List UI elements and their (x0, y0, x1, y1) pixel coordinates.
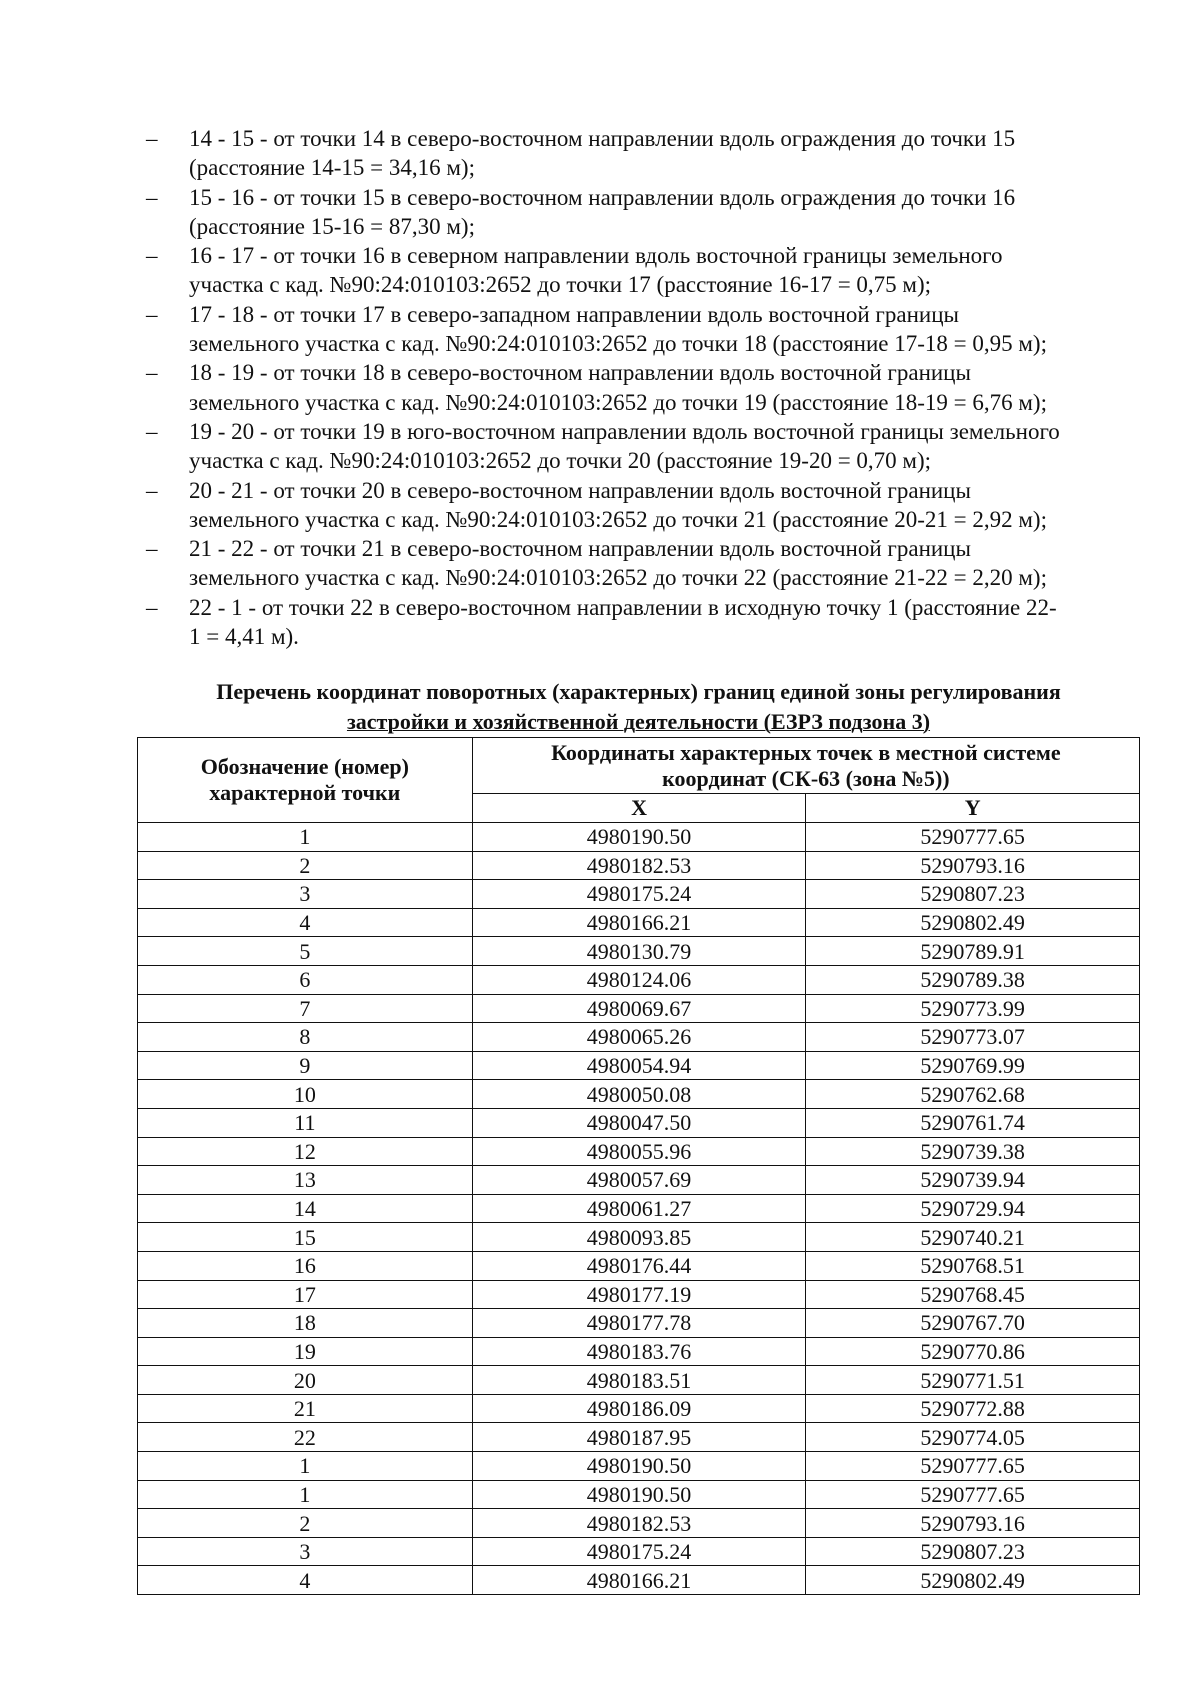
y-coordinate-cell: 5290768.45 (806, 1280, 1140, 1309)
point-number-cell: 17 (138, 1280, 473, 1309)
table-row (138, 994, 1140, 1023)
y-coordinate-cell: 5290740.21 (806, 1223, 1140, 1252)
x-coordinate-cell: 4980061.27 (472, 1194, 806, 1223)
point-number-cell: 22 (138, 1423, 473, 1452)
table-row (138, 1366, 1140, 1395)
point-number-cell: 9 (138, 1051, 473, 1080)
table-row (138, 880, 1140, 909)
point-number-cell: 20 (138, 1366, 473, 1395)
header-y: Y (806, 794, 1140, 823)
y-coordinate-cell: 5290793.16 (806, 851, 1140, 880)
table-row (138, 1309, 1140, 1338)
boundary-segment-list (0, 124, 1200, 651)
y-coordinate-cell: 5290773.99 (806, 994, 1140, 1023)
point-number-cell: 1 (138, 1452, 473, 1481)
y-coordinate-cell: 5290773.07 (806, 1023, 1140, 1052)
segment-text-line: земельного участка с кад. №90:24:010103:2652 до точки 19 (расстояние 18-19 = 6,76 м); (189, 389, 1047, 415)
segment-text-line: земельного участка с кад. №90:24:010103:2652 до точки 22 (расстояние 21-22 = 2,20 м); (189, 565, 1047, 591)
x-coordinate-cell: 4980065.26 (472, 1023, 806, 1052)
segment-item (0, 534, 1200, 593)
table-row (138, 1080, 1140, 1109)
segment-text-line: 20 - 21 - от точки 20 в северо-восточном направлении вдоль восточной границы (189, 477, 971, 503)
y-coordinate-cell: 5290739.94 (806, 1166, 1140, 1195)
y-coordinate-cell: 5290762.68 (806, 1080, 1140, 1109)
segment-text-line: 21 - 22 - от точки 21 в северо-восточном направлении вдоль восточной границы (189, 536, 971, 562)
segment-text-line: 15 - 16 - от точки 15 в северо-восточном направлении вдоль ограждения до точки 16 (189, 184, 1016, 210)
y-coordinate-cell: 5290768.51 (806, 1251, 1140, 1280)
y-coordinate-cell: 5290789.91 (806, 937, 1140, 966)
table-title (137, 677, 1140, 737)
point-number-cell: 19 (138, 1337, 473, 1366)
y-coordinate-cell: 5290793.16 (806, 1509, 1140, 1538)
segment-item (0, 183, 1200, 242)
bullet-dash: – (146, 536, 158, 562)
x-coordinate-cell: 4980182.53 (472, 1509, 806, 1538)
table-row (138, 937, 1140, 966)
segment-text-line: участка с кад. №90:24:010103:2652 до точки 20 (расстояние 19-20 = 0,70 м); (189, 448, 932, 474)
segment-text-line: (расстояние 15-16 = 87,30 м); (189, 213, 475, 239)
table-row (138, 908, 1140, 937)
point-number-cell: 10 (138, 1080, 473, 1109)
x-coordinate-cell: 4980166.21 (472, 1566, 806, 1595)
table-row (138, 1137, 1140, 1166)
segment-text-line: (расстояние 14-15 = 34,16 м); (189, 155, 475, 181)
x-coordinate-cell: 4980190.50 (472, 823, 806, 852)
table-row (138, 1452, 1140, 1481)
table-row (138, 1394, 1140, 1423)
y-coordinate-cell: 5290772.88 (806, 1394, 1140, 1423)
header-point-number: Обозначение (номер) характерной точки (138, 738, 473, 823)
point-number-cell: 21 (138, 1394, 473, 1423)
table-row (138, 1509, 1140, 1538)
segment-text-line: участка с кад. №90:24:010103:2652 до точки 17 (расстояние 16-17 = 0,75 м); (189, 272, 932, 298)
point-number-cell: 8 (138, 1023, 473, 1052)
bullet-dash: – (146, 126, 158, 151)
bullet-dash: – (146, 184, 158, 210)
segment-item (0, 300, 1200, 359)
segment-text-line: 17 - 18 - от точки 17 в северо-западном направлении вдоль восточной границы (189, 301, 959, 327)
table-row (138, 1423, 1140, 1452)
x-coordinate-cell: 4980183.51 (472, 1366, 806, 1395)
bullet-dash: – (146, 594, 158, 620)
segment-text-line: земельного участка с кад. №90:24:010103:2652 до точки 21 (расстояние 20-21 = 2,92 м); (189, 506, 1047, 532)
x-coordinate-cell: 4980175.24 (472, 1537, 806, 1566)
segment-text-line: 19 - 20 - от точки 19 в юго-восточном направлении вдоль восточной границы земельного (189, 418, 1060, 444)
y-coordinate-cell: 5290767.70 (806, 1309, 1140, 1338)
segment-text-line: 18 - 19 - от точки 18 в северо-восточном направлении вдоль восточной границы (189, 360, 971, 386)
bullet-dash: – (146, 418, 158, 444)
point-number-cell: 13 (138, 1166, 473, 1195)
point-number-cell: 6 (138, 965, 473, 994)
segment-text-line: 16 - 17 - от точки 16 в северном направлении вдоль восточной границы земельного (189, 243, 1003, 269)
table-row (138, 851, 1140, 880)
point-number-cell: 11 (138, 1108, 473, 1137)
y-coordinate-cell: 5290739.38 (806, 1137, 1140, 1166)
y-coordinate-cell: 5290761.74 (806, 1108, 1140, 1137)
x-coordinate-cell: 4980047.50 (472, 1108, 806, 1137)
y-coordinate-cell: 5290802.49 (806, 908, 1140, 937)
point-number-cell: 4 (138, 908, 473, 937)
x-coordinate-cell: 4980190.50 (472, 1480, 806, 1509)
x-coordinate-cell: 4980190.50 (472, 1452, 806, 1481)
point-number-cell: 4 (138, 1566, 473, 1595)
point-number-cell: 3 (138, 880, 473, 909)
segment-item (0, 476, 1200, 535)
segment-item (0, 124, 1200, 183)
segment-text-line: 14 - 15 - от точки 14 в северо-восточном направлении вдоль ограждения до точки 15 (189, 126, 1016, 151)
y-coordinate-cell: 5290777.65 (806, 823, 1140, 852)
point-number-cell: 3 (138, 1537, 473, 1566)
table-row (138, 1051, 1140, 1080)
y-coordinate-cell: 5290777.65 (806, 1480, 1140, 1509)
y-coordinate-cell: 5290802.49 (806, 1566, 1140, 1595)
segment-text-line: 1 = 4,41 м). (189, 624, 299, 650)
y-coordinate-cell: 5290729.94 (806, 1194, 1140, 1223)
point-number-cell: 16 (138, 1251, 473, 1280)
header-coordinates: Координаты характерных точек в местной системе координат (СК-63 (зона №5)) (472, 738, 1139, 794)
point-number-cell: 5 (138, 937, 473, 966)
y-coordinate-cell: 5290774.05 (806, 1423, 1140, 1452)
x-coordinate-cell: 4980176.44 (472, 1251, 806, 1280)
table-row (138, 1166, 1140, 1195)
point-number-cell: 15 (138, 1223, 473, 1252)
table-row (138, 1194, 1140, 1223)
segment-item (0, 241, 1200, 300)
coordinates-table (137, 737, 1140, 1595)
point-number-cell: 7 (138, 994, 473, 1023)
x-coordinate-cell: 4980182.53 (472, 851, 806, 880)
point-number-cell: 18 (138, 1309, 473, 1338)
table-row (138, 1108, 1140, 1137)
table-row (138, 1223, 1140, 1252)
table-row (138, 965, 1140, 994)
y-coordinate-cell: 5290771.51 (806, 1366, 1140, 1395)
table-row (138, 1023, 1140, 1052)
x-coordinate-cell: 4980054.94 (472, 1051, 806, 1080)
x-coordinate-cell: 4980055.96 (472, 1137, 806, 1166)
segment-item (0, 358, 1200, 417)
table-row (138, 1251, 1140, 1280)
x-coordinate-cell: 4980175.24 (472, 880, 806, 909)
point-number-cell: 2 (138, 1509, 473, 1538)
x-coordinate-cell: 4980187.95 (472, 1423, 806, 1452)
x-coordinate-cell: 4980093.85 (472, 1223, 806, 1252)
bullet-dash: – (146, 243, 158, 269)
bullet-dash: – (146, 301, 158, 327)
table-row (138, 1337, 1140, 1366)
x-coordinate-cell: 4980177.78 (472, 1309, 806, 1338)
table-title-line: застройки и хозяйственной деятельности (ЕЗРЗ подзона 3) (346, 709, 931, 734)
y-coordinate-cell: 5290770.86 (806, 1337, 1140, 1366)
point-number-cell: 14 (138, 1194, 473, 1223)
x-coordinate-cell: 4980166.21 (472, 908, 806, 937)
x-coordinate-cell: 4980177.19 (472, 1280, 806, 1309)
table-row (138, 823, 1140, 852)
x-coordinate-cell: 4980050.08 (472, 1080, 806, 1109)
table-row (138, 1566, 1140, 1595)
segment-text-line: земельного участка с кад. №90:24:010103:2652 до точки 18 (расстояние 17-18 = 0,95 м); (189, 331, 1047, 357)
point-number-cell: 12 (138, 1137, 473, 1166)
x-coordinate-cell: 4980124.06 (472, 965, 806, 994)
segment-text-line: 22 - 1 - от точки 22 в северо-восточном направлении в исходную точку 1 (расстояние 22- (189, 594, 1057, 620)
y-coordinate-cell: 5290769.99 (806, 1051, 1140, 1080)
y-coordinate-cell: 5290789.38 (806, 965, 1140, 994)
x-coordinate-cell: 4980057.69 (472, 1166, 806, 1195)
segment-item (0, 417, 1200, 476)
y-coordinate-cell: 5290807.23 (806, 1537, 1140, 1566)
y-coordinate-cell: 5290807.23 (806, 880, 1140, 909)
x-coordinate-cell: 4980183.76 (472, 1337, 806, 1366)
bullet-dash: – (146, 360, 158, 386)
bullet-dash: – (146, 477, 158, 503)
table-row (138, 1537, 1140, 1566)
point-number-cell: 1 (138, 1480, 473, 1509)
header-x: X (472, 794, 806, 823)
x-coordinate-cell: 4980069.67 (472, 994, 806, 1023)
table-row (138, 1280, 1140, 1309)
x-coordinate-cell: 4980186.09 (472, 1394, 806, 1423)
table-row (138, 1480, 1140, 1509)
segment-item (0, 593, 1200, 652)
table-title-line: Перечень координат поворотных (характерных) границ единой зоны регулирования (216, 679, 1061, 704)
x-coordinate-cell: 4980130.79 (472, 937, 806, 966)
y-coordinate-cell: 5290777.65 (806, 1452, 1140, 1481)
point-number-cell: 1 (138, 823, 473, 852)
point-number-cell: 2 (138, 851, 473, 880)
